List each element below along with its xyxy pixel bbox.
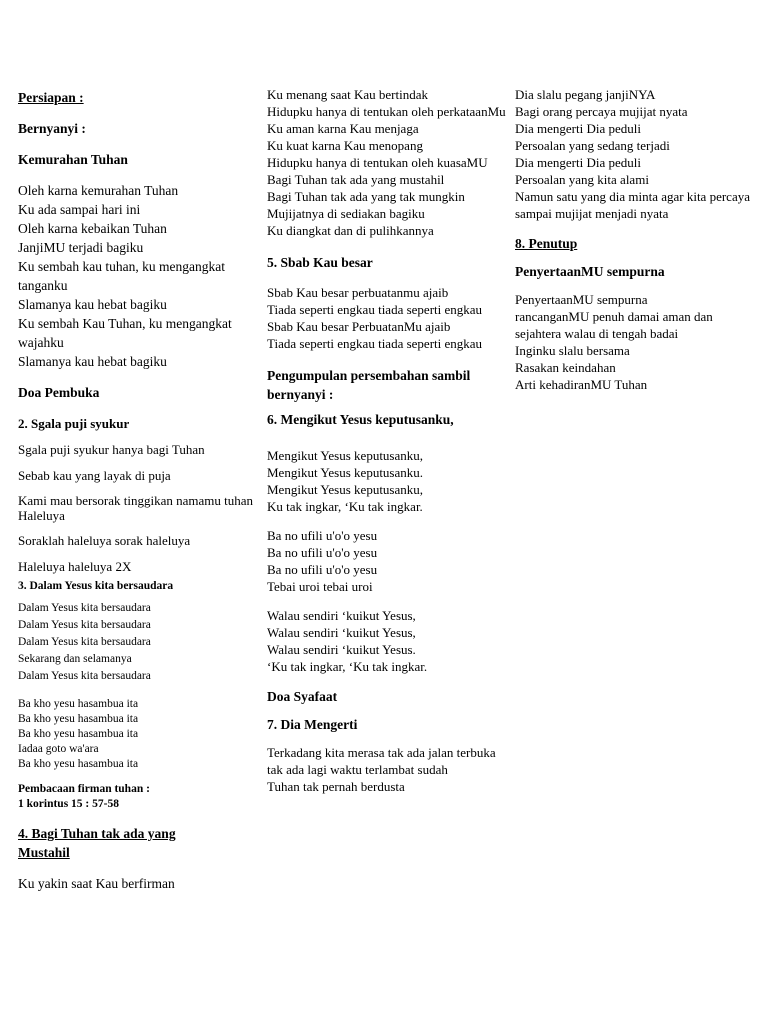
lyric-line: Sbab Kau besar PerbuatanMu ajaib	[267, 319, 451, 334]
lyric-line: Haleluya haleluya 2X	[18, 559, 132, 574]
lyric-line: Tebai uroi tebai uroi	[267, 579, 373, 594]
lyric-line: Ku aman karna Kau menjaga	[267, 121, 419, 136]
song1-lyrics	[18, 181, 256, 371]
song3-title: 3. Dalam Yesus kita bersaudara	[18, 580, 174, 592]
lyric-line: Terkadang kita merasa tak ada jalan terbuka	[267, 745, 496, 760]
lyric-line: Sgala puji syukur hanya bagi Tuhan	[18, 442, 205, 457]
column-3	[515, 86, 755, 393]
lyric-line: Kami mau bersorak tinggikan namamu tuhan Haleluya	[18, 493, 254, 523]
penutup-heading: 8. Penutup	[515, 236, 578, 251]
lyric-line: Arti kehadiranMU Tuhan	[515, 377, 648, 392]
lyric-line: Ba kho yesu hasambua ita	[18, 728, 139, 740]
scripture-reference: 1 korintus 15 : 57-58	[18, 798, 119, 810]
song8-title: PenyertaanMU sempurna	[515, 264, 665, 279]
song1-title: Kemurahan Tuhan	[18, 152, 128, 167]
song6-title: 6. Mengikut Yesus keputusanku,	[267, 412, 454, 427]
song3-verse-1	[18, 600, 256, 685]
lyric-line: Ku diangkat dan di pulihkannya	[267, 223, 434, 238]
lyric-line: Ba kho yesu hasambua ita	[18, 758, 139, 770]
persiapan-heading: Persiapan :	[18, 90, 84, 105]
doa-pembuka-heading: Doa Pembuka	[18, 385, 100, 400]
column-2	[267, 86, 507, 795]
lyric-line: Ba kho yesu hasambua ita	[18, 698, 139, 710]
song7-lyrics	[267, 744, 507, 795]
song4-title	[18, 824, 256, 862]
song2-lyrics	[18, 441, 256, 575]
song7-title: 7. Dia Mengerti	[267, 717, 358, 732]
lyric-line: Tiada seperti engkau tiada seperti engkau	[267, 336, 483, 351]
song8-lyrics	[515, 291, 755, 393]
lyric-line: Ba no ufili u'o'o yesu	[267, 528, 378, 543]
lyric-line: Namun satu yang dia minta agar kita percaya sampai mujijat menjadi nyata	[515, 189, 750, 221]
lyric-line: Oleh karna kemurahan Tuhan	[18, 183, 179, 198]
song4-lyrics	[267, 86, 507, 239]
song6-verse-2	[267, 527, 507, 595]
lyric-line: Mengikut Yesus keputusanku.	[267, 465, 424, 480]
lyric-line: Dia mengerti Dia peduli	[515, 121, 641, 136]
song5-title: 5. Sbab Kau besar	[267, 255, 373, 270]
lyric-line: Slamanya kau hebat bagiku	[18, 354, 167, 369]
song3-verse-2	[18, 697, 256, 772]
lyric-line: Bagi Tuhan tak ada yang mustahil	[267, 172, 445, 187]
song7-lyrics-cont	[515, 86, 755, 222]
lyric-line: Mujijatnya di sediakan bagiku	[267, 206, 425, 221]
bernyanyi-heading: Bernyanyi :	[18, 121, 86, 136]
song4-title-line: Mustahil	[18, 845, 70, 860]
lyric-line: Persoalan yang sedang terjadi	[515, 138, 670, 153]
lyric-line: Sekarang dan selamanya	[18, 653, 132, 665]
song5-lyrics	[267, 284, 507, 352]
lyric-line: tak ada lagi waktu terlambat sudah	[267, 762, 448, 777]
doa-syafaat-heading: Doa Syafaat	[267, 689, 338, 704]
lyric-line: Persoalan yang kita alami	[515, 172, 649, 187]
lyric-line: Dalam Yesus kita bersaudara	[18, 670, 151, 682]
lyric-line: Sebab kau yang layak di puja	[18, 468, 171, 483]
lyric-line: rancanganMU penuh damai aman dan sejahtera walau di tengah badai	[515, 309, 713, 341]
lyric-line: Inginku slalu bersama	[515, 343, 630, 358]
lyric-line: Dia mengerti Dia peduli	[515, 155, 641, 170]
lyric-line: Dalam Yesus kita bersaudara	[18, 619, 151, 631]
pembacaan-block	[18, 782, 256, 812]
lyric-line: Ku tak ingkar, ‘Ku tak ingkar.	[267, 499, 423, 514]
song4-title-line: 4. Bagi Tuhan tak ada yang	[18, 826, 176, 841]
lyric-line: Ku ada sampai hari ini	[18, 202, 141, 217]
lyric-line: Bagi Tuhan tak ada yang tak mungkin	[267, 189, 465, 204]
lyric-line: Soraklah haleluya sorak haleluya	[18, 533, 191, 548]
song6-verse-1	[267, 447, 507, 515]
lyric-line: ‘Ku tak ingkar, ‘Ku tak ingkar.	[267, 659, 428, 674]
lyric-line: Ku sembah Kau Tuhan, ku mengangkat wajahku	[18, 316, 232, 350]
lyric-line: Walau sendiri ‘kuikut Yesus.	[267, 642, 416, 657]
lyric-line: Mengikut Yesus keputusanku,	[267, 482, 424, 497]
lyric-line: Tuhan tak pernah berdusta	[267, 779, 405, 794]
lyric-line: Walau sendiri ‘kuikut Yesus,	[267, 625, 416, 640]
lyric-line: Ba no ufili u'o'o yesu	[267, 562, 378, 577]
lyric-line: Rasakan keindahan	[515, 360, 616, 375]
lyric-line: Ku sembah kau tuhan, ku mengangkat tanganku	[18, 259, 225, 293]
lyric-line: Ku yakin saat Kau berfirman	[18, 876, 175, 891]
lyric-line: Sbab Kau besar perbuatanmu ajaib	[267, 285, 449, 300]
lyric-line: Bagi orang percaya mujijat nyata	[515, 104, 688, 119]
lyric-line: Ba kho yesu hasambua ita	[18, 713, 139, 725]
lyric-line: Ku kuat karna Kau menopang	[267, 138, 423, 153]
column-1	[18, 86, 256, 893]
lyric-line: Tiada seperti engkau tiada seperti engkau	[267, 302, 483, 317]
lyric-line: Ku menang saat Kau bertindak	[267, 87, 429, 102]
song2-title: 2. Sgala puji syukur	[18, 416, 130, 431]
lyric-line: Dia slalu pegang janjiNYA	[515, 87, 656, 102]
lyric-line: Dalam Yesus kita bersaudara	[18, 636, 151, 648]
lyric-line: Slamanya kau hebat bagiku	[18, 297, 167, 312]
lyric-line: Walau sendiri ‘kuikut Yesus,	[267, 608, 416, 623]
lyric-line: JanjiMU terjadi bagiku	[18, 240, 144, 255]
lyric-line: Hidupku hanya di tentukan oleh perkataanMu	[267, 104, 506, 119]
pengumpulan-heading: Pengumpulan persembahan sambil bernyanyi :	[267, 368, 471, 402]
lyric-line: Oleh karna kebaikan Tuhan	[18, 221, 167, 236]
lyric-line: PenyertaanMU sempurna	[515, 292, 648, 307]
song6-verse-3	[267, 607, 507, 675]
lyric-line: Hidupku hanya di tentukan oleh kuasaMU	[267, 155, 488, 170]
lyric-line: Dalam Yesus kita bersaudara	[18, 602, 151, 614]
lyric-line: Mengikut Yesus keputusanku,	[267, 448, 424, 463]
pembacaan-heading: Pembacaan firman tuhan :	[18, 783, 150, 795]
lyric-line: Ba no ufili u'o'o yesu	[267, 545, 378, 560]
lyric-line: Iadaa goto wa'ara	[18, 743, 99, 755]
